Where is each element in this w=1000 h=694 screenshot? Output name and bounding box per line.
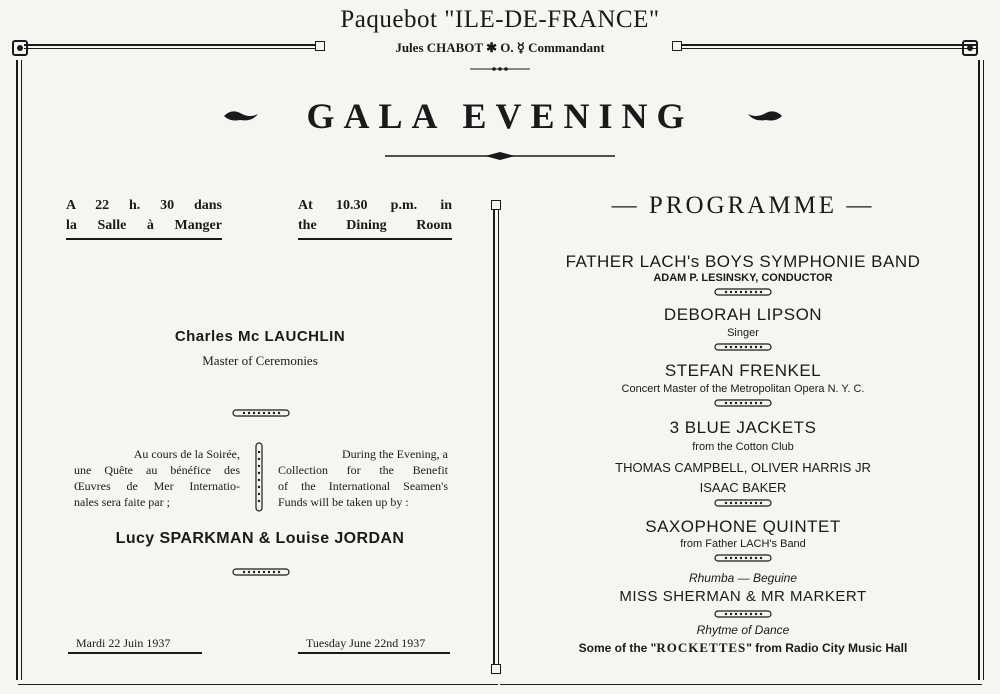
mc-name: Charles Mc LAUCHLIN	[174, 328, 346, 345]
commandant-line: Jules CHABOT ✱ O. ☿ Commandant	[395, 40, 605, 55]
rhytme-line: Rhytme of Dance	[696, 623, 790, 637]
gala-title: GALA EVENING	[306, 96, 694, 136]
divider-knob-bottom	[491, 664, 501, 674]
chain-ornament	[714, 398, 772, 408]
time-french-underline	[66, 238, 222, 240]
collection-french: Au cours de la Soirée, une Quête au bénéfice des Œuvres de Mer Internatio- nales sera faite par ;	[74, 447, 240, 509]
collectors-names: Lucy SPARKMAN & Louise JORDAN	[115, 530, 405, 547]
time-french: A 22 h. 30 dans la Salle à Manger	[66, 198, 222, 233]
programme-item-title: STEFAN FRENKEL	[664, 361, 822, 380]
programme-item-title: DEBORAH LIPSON	[663, 305, 823, 324]
leaf-ornament-right	[746, 108, 784, 129]
date-french-underline	[68, 652, 202, 654]
chain-ornament	[714, 342, 772, 352]
programme-item-sub: ADAM P. LESINSKY, CONDUCTOR	[653, 272, 833, 284]
mc-role: Master of Ceremonies	[202, 353, 318, 368]
header-ornament	[470, 60, 530, 68]
programme-item-sub: from the Cotton Club	[692, 441, 794, 453]
chain-ornament	[232, 408, 290, 418]
programme-item-title: SAXOPHONE QUINTET	[645, 517, 841, 536]
programme-item-sub: ISAAC BAKER	[699, 480, 787, 495]
time-english: At 10.30 p.m. in the Dining Room	[298, 198, 452, 233]
divider-knob-top	[491, 200, 501, 210]
chain-ornament	[714, 498, 772, 508]
chain-ornament	[232, 567, 290, 577]
chain-ornament	[714, 609, 772, 619]
date-english: Tuesday June 22nd 1937	[306, 636, 426, 650]
programme-item-sub: THOMAS CAMPBELL, OLIVER HARRIS JR	[615, 460, 871, 475]
programme-item-sub: Singer	[727, 327, 759, 339]
time-english-underline	[298, 238, 452, 240]
date-french: Mardi 22 Juin 1937	[76, 636, 171, 650]
title-rule	[385, 147, 615, 155]
chain-ornament	[714, 287, 772, 297]
chain-ornament	[714, 553, 772, 563]
sherman-line: MISS SHERMAN & MR MARKERT	[619, 588, 867, 605]
programme-item-sub: from Father LACH's Band	[680, 538, 806, 550]
rhumba-line: Rhumba — Beguine	[688, 571, 798, 585]
ship-title: Paquebot "ILE-DE-FRANCE"	[340, 6, 660, 33]
rockettes-line: Some of the "ROCKETTES" from Radio City Music Hall	[578, 640, 908, 655]
programme-item-sub: Concert Master of the Metropolitan Opera N. Y. C.	[621, 383, 865, 395]
rockettes-name: ROCKETTES	[656, 640, 747, 655]
programme-item-title: FATHER LACH's BOYS SYMPHONIE BAND	[565, 252, 921, 271]
vertical-chain-ornament	[254, 442, 264, 517]
programme-item-title: 3 BLUE JACKETS	[669, 418, 817, 437]
programme-heading: — PROGRAMME —	[611, 192, 875, 219]
collection-english: During the Evening, a Collection for the Benefit of the International Seamen's Funds will be taken up by :	[278, 447, 448, 509]
date-english-underline	[298, 652, 450, 654]
